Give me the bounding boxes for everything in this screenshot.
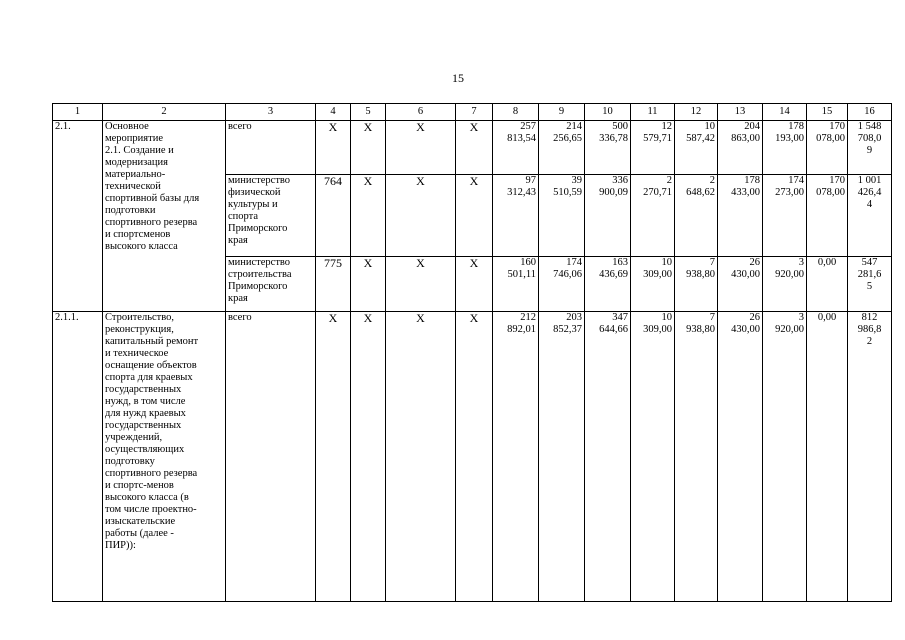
cell-code: X (386, 175, 456, 257)
column-header: 1 (53, 104, 103, 121)
value-cell: 3 920,00 (763, 312, 807, 602)
column-header: 7 (456, 104, 493, 121)
column-header: 5 (351, 104, 386, 121)
value-cell: 1 548 708,0 9 (848, 121, 892, 175)
value-cell: 212 892,01 (493, 312, 539, 602)
value-cell: 500 336,78 (585, 121, 631, 175)
value-cell: 257 813,54 (493, 121, 539, 175)
value-cell: 26 430,00 (718, 257, 763, 312)
value-cell: 336 900,09 (585, 175, 631, 257)
value-cell: 203 852,37 (539, 312, 585, 602)
value-cell: 2 648,62 (675, 175, 718, 257)
cell-code: X (351, 175, 386, 257)
column-header: 9 (539, 104, 585, 121)
value-cell: 0,00 (807, 312, 848, 602)
value-cell: 7 938,80 (675, 257, 718, 312)
value-cell: 812 986,8 2 (848, 312, 892, 602)
value-cell: 347 644,66 (585, 312, 631, 602)
cell-code: X (456, 175, 493, 257)
value-cell: 10 309,00 (631, 312, 675, 602)
executor: министерство физической культуры и спорта Приморского края (226, 175, 316, 257)
row-number: 2.1. (53, 121, 103, 312)
value-cell: 178 433,00 (718, 175, 763, 257)
column-header: 11 (631, 104, 675, 121)
value-cell: 174 273,00 (763, 175, 807, 257)
activity-name: Основное мероприятие 2.1. Создание и модернизация материально- технической спортивной базы для подготовки спортивного резерва и спортсменов высокого класса (103, 121, 226, 312)
value-cell: 163 436,69 (585, 257, 631, 312)
column-header: 6 (386, 104, 456, 121)
value-cell: 160 501,11 (493, 257, 539, 312)
value-cell: 547 281,6 5 (848, 257, 892, 312)
value-cell: 178 193,00 (763, 121, 807, 175)
table-row (53, 121, 892, 175)
cell-code: X (386, 121, 456, 175)
column-header: 13 (718, 104, 763, 121)
cell-code: X (456, 312, 493, 602)
cell-code: X (351, 312, 386, 602)
column-header: 4 (316, 104, 351, 121)
cell-code: X (456, 121, 493, 175)
executor: всего (226, 121, 316, 175)
value-cell: 170 078,00 (807, 175, 848, 257)
budget-table (52, 103, 892, 602)
value-cell: 214 256,65 (539, 121, 585, 175)
value-cell: 26 430,00 (718, 312, 763, 602)
cell-code: 775 (316, 257, 351, 312)
activity-name: Строительство, реконструкция, капитальный ремонт и техническое оснащение объектов спорта для краевых государственных нужд, в том числе для нужд краевых государственных учреждений, осуществляющих подготовку спортивного резерва и спортс-менов высокого класса (в том числе проектно- изыскательские работы (далее - ПИР)): (103, 312, 226, 602)
cell-code: X (316, 121, 351, 175)
value-cell: 2 270,71 (631, 175, 675, 257)
cell-code: X (351, 121, 386, 175)
table-row (53, 312, 892, 602)
value-cell: 39 510,59 (539, 175, 585, 257)
column-header: 16 (848, 104, 892, 121)
value-cell: 1 001 426,4 4 (848, 175, 892, 257)
cell-code: X (386, 312, 456, 602)
value-cell: 10 309,00 (631, 257, 675, 312)
value-cell: 174 746,06 (539, 257, 585, 312)
page-number: 15 (452, 71, 464, 85)
value-cell: 170 078,00 (807, 121, 848, 175)
column-header: 8 (493, 104, 539, 121)
cell-code: X (386, 257, 456, 312)
value-cell: 97 312,43 (493, 175, 539, 257)
executor: всего (226, 312, 316, 602)
column-header: 14 (763, 104, 807, 121)
value-cell: 7 938,80 (675, 312, 718, 602)
column-header: 12 (675, 104, 718, 121)
column-number-row (53, 104, 892, 121)
value-cell: 3 920,00 (763, 257, 807, 312)
cell-code: 764 (316, 175, 351, 257)
value-cell: 204 863,00 (718, 121, 763, 175)
executor: министерство строительства Приморского края (226, 257, 316, 312)
value-cell: 0,00 (807, 257, 848, 312)
row-number: 2.1.1. (53, 312, 103, 602)
column-header: 3 (226, 104, 316, 121)
cell-code: X (456, 257, 493, 312)
column-header: 15 (807, 104, 848, 121)
cell-code: X (316, 312, 351, 602)
column-header: 10 (585, 104, 631, 121)
cell-code: X (351, 257, 386, 312)
value-cell: 10 587,42 (675, 121, 718, 175)
value-cell: 12 579,71 (631, 121, 675, 175)
column-header: 2 (103, 104, 226, 121)
